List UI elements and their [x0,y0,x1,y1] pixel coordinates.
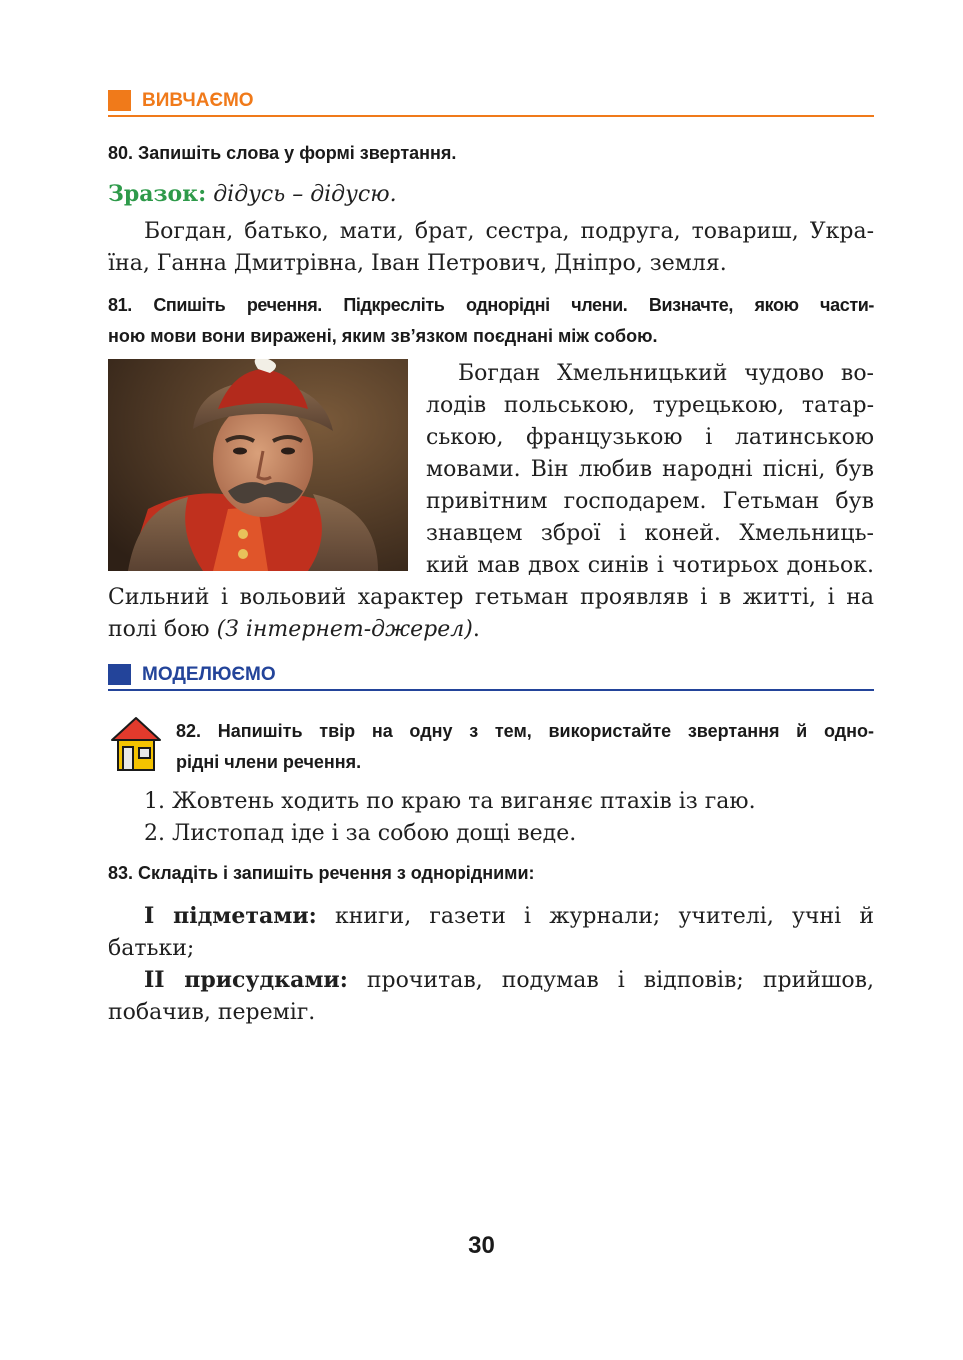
section-divider [108,115,874,117]
text-line [108,614,874,646]
topic-item: 1. Жовтень ходить по краю та виганяє птахів із гаю. [144,789,756,814]
task-81-text-wrapped [426,358,874,582]
instruction-line: ною мови вони виражені, яким зв’язком поєднані між собою. [108,326,658,346]
text-line: мовами. Він любив народні пісні, був [426,457,874,482]
section-title: МОДЕЛЮЄМО [142,664,276,685]
text-line: їна, Ганна Дмитрівна, Іван Петрович, Дніпро, земля. [108,251,727,276]
text-line: кий мав двох синів і чотирьох доньок. [426,553,874,578]
task-80-words [108,216,874,280]
text-line: привітним господарем. Гетьман був [426,489,874,514]
page-number: 30 [468,1232,495,1259]
text-line: побачив, переміг. [108,1000,316,1025]
task-83-instruction: 83. Складіть і запишіть речення з однорідними: [108,863,535,883]
section-divider [108,689,874,691]
text-fragment: . [472,617,480,642]
text-line: ською, французькою і латинською [426,425,874,450]
item-text: книги, газети і журнали; учителі, учні й [316,904,874,929]
task-83-item-2 [108,964,874,1029]
house-icon [110,716,162,772]
text-line: Сильний і вольовий характер гетьман проявляв і в житті, і на [108,585,874,610]
instruction-line: 82. Напишіть твір на одну з тем, використайте звертання й одно- [176,721,874,741]
text-line [108,964,874,997]
section-marker-square [108,664,131,685]
text-line: батьки; [108,936,195,961]
portrait-painting-icon [108,359,408,571]
sample-label: Зразок: [108,181,207,207]
item-text: прочитав, подумав і відповів; прийшов, [347,968,874,993]
sample-text: дідусь – дідусю. [213,182,397,207]
instruction-line: 81. Спишіть речення. Підкресліть однорідні члени. Визначте, якою части- [108,295,874,315]
text-line: знавцем зброї і коней. Хмельниць- [426,521,874,546]
text-line: лодів польською, турецькою, татар- [426,393,874,418]
task-83-item-1 [108,900,874,965]
topic-item: 2. Листопад іде і за собою дощі веде. [144,821,577,846]
task-80-instruction: 80. Запишіть слова у формі звертання. [108,143,457,163]
item-label: І підметами: [144,903,317,929]
text-fragment: полі бою [108,617,217,642]
task-81-text-full [108,582,874,646]
source-reference: (З інтернет-джерел) [216,617,473,642]
task-82-instruction [176,716,874,778]
text-line [108,900,874,933]
text-line: Богдан Хмельницький чудово во- [458,361,874,386]
section-header-modeling [108,662,874,690]
task-81-instruction [108,290,874,352]
section-header-learning [108,88,874,116]
task-82-topics [144,786,874,850]
section-marker-square [108,90,131,111]
item-label: ІІ присудками: [144,967,348,993]
section-title: ВИВЧАЄМО [142,90,254,111]
text-line: Богдан, батько, мати, брат, сестра, подруга, товариш, Укра- [144,219,874,244]
instruction-line: рідні члени речення. [176,752,362,772]
task-80-sample [108,178,874,211]
